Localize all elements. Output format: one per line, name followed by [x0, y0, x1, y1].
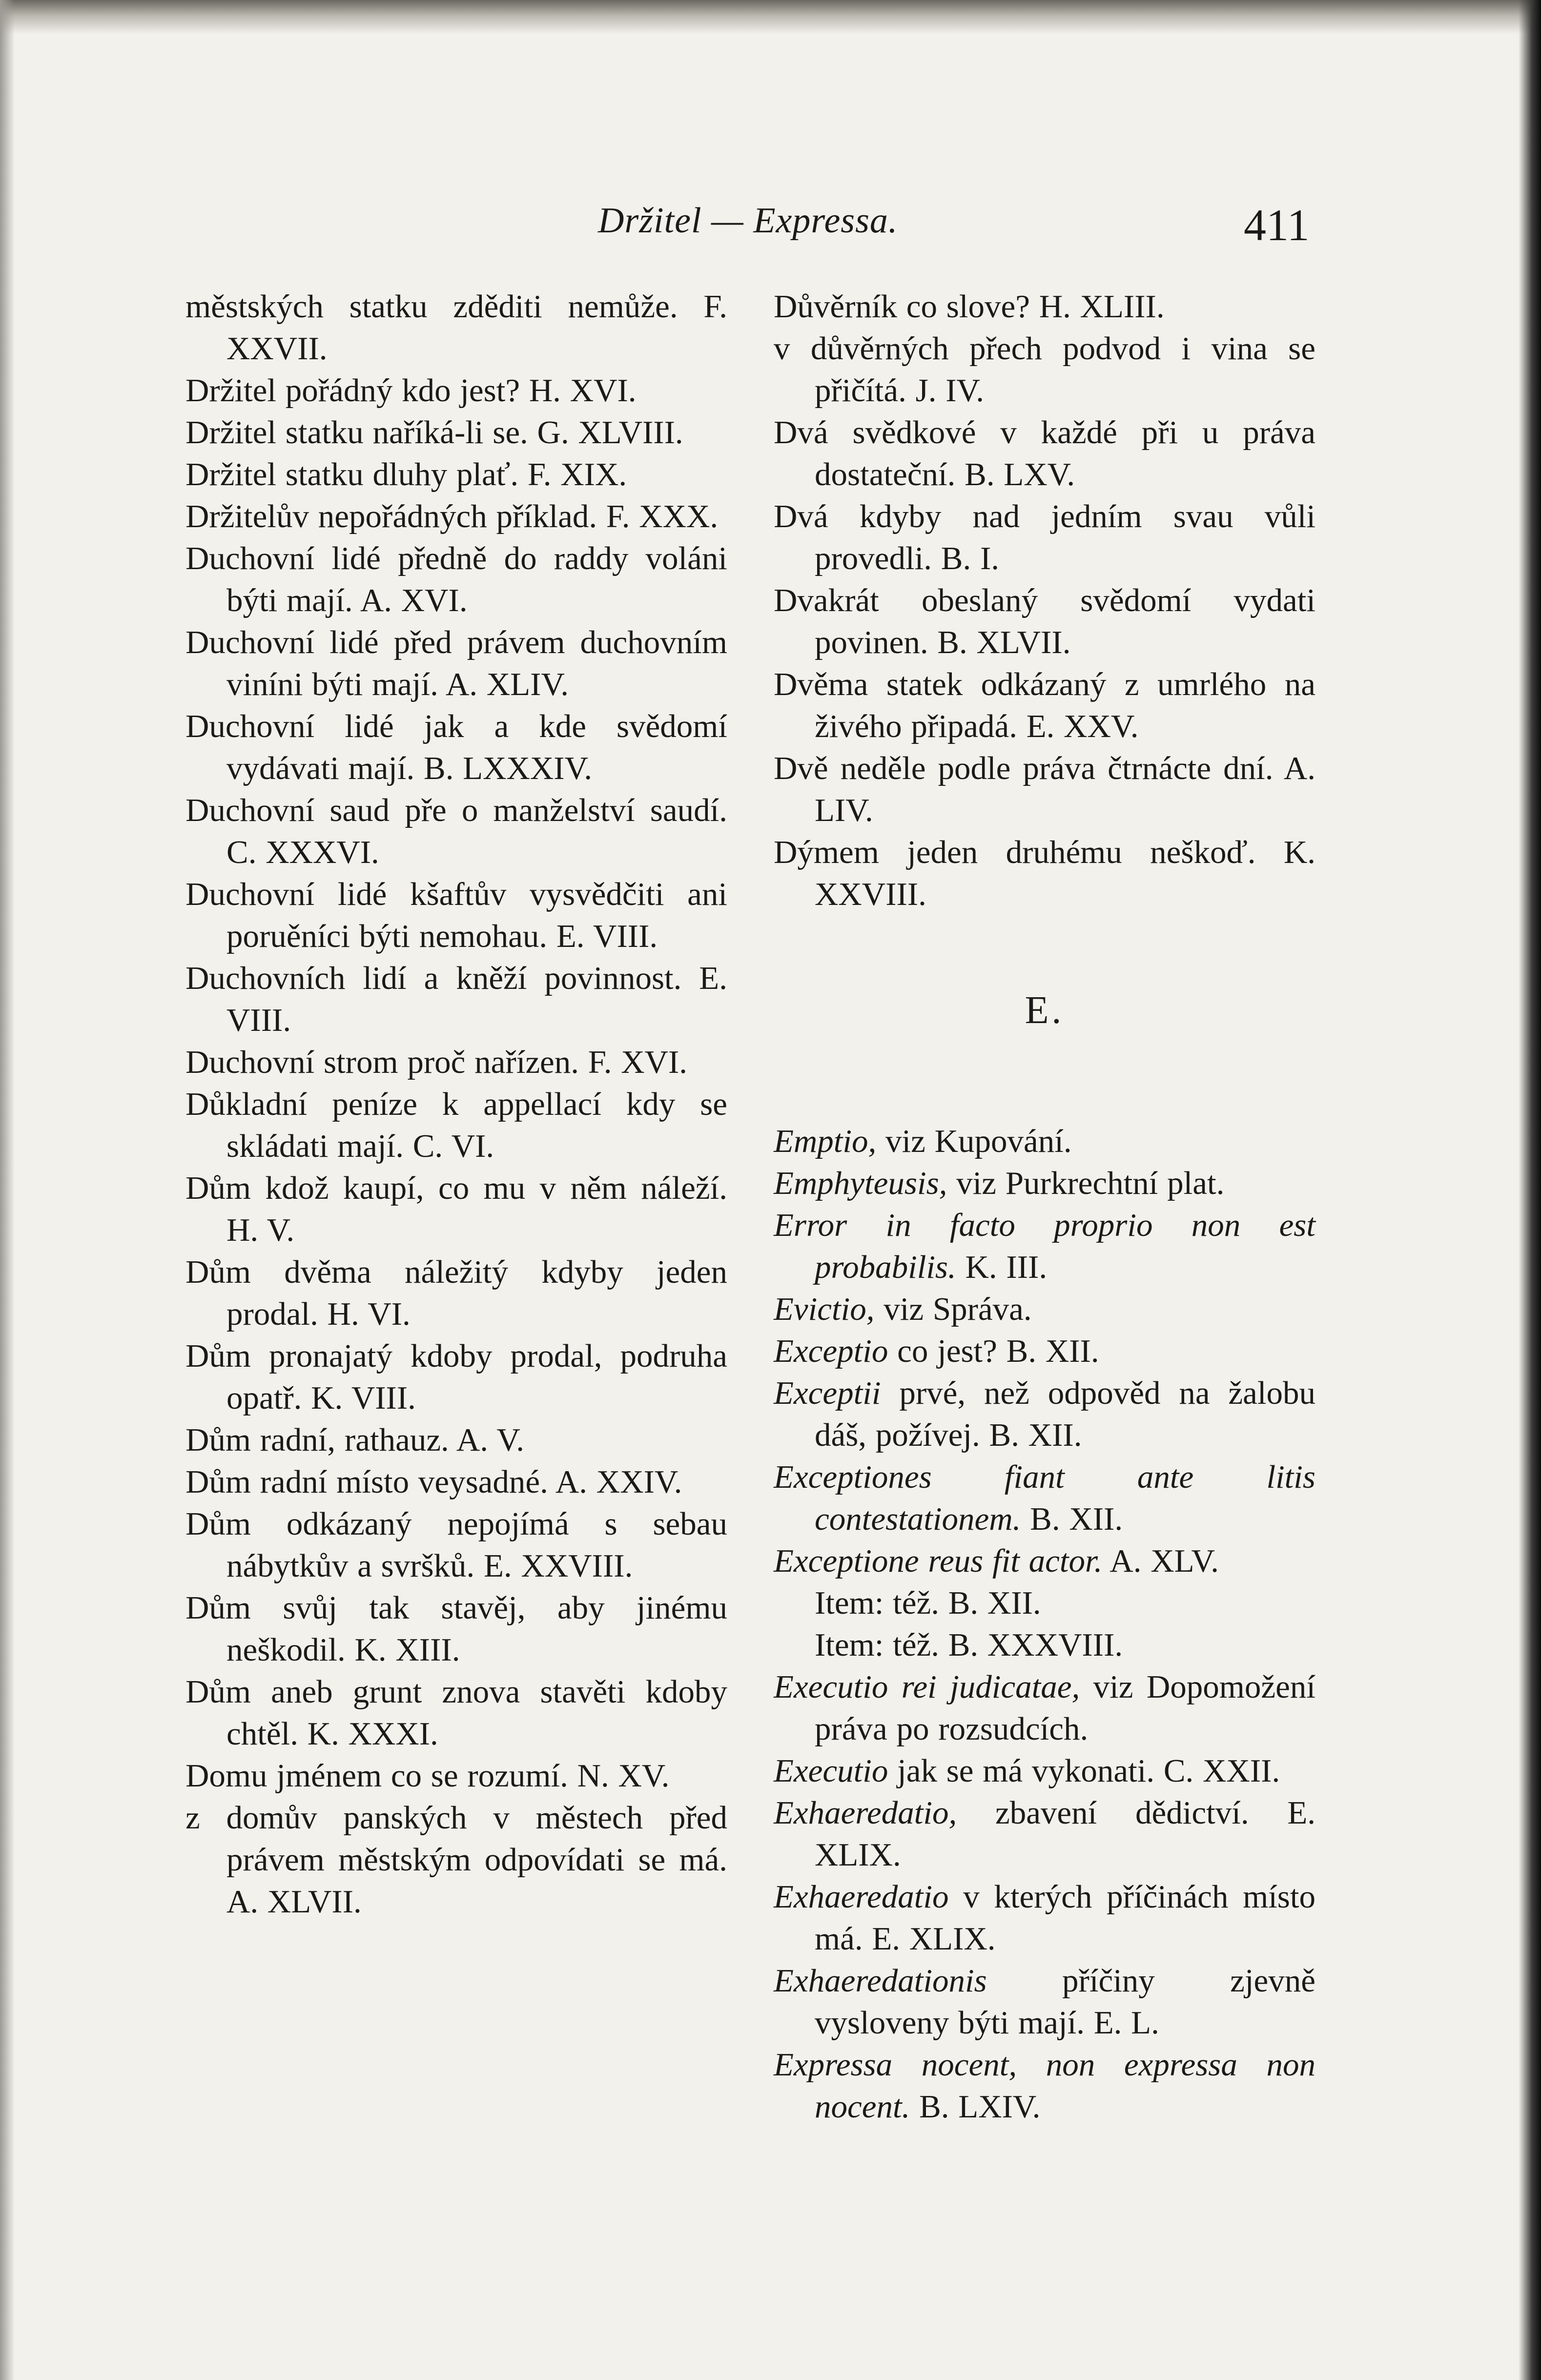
right-column-d-entries [774, 286, 1315, 915]
index-entry [774, 1750, 1315, 1792]
entry-text: v kterých příčinách místo má. E. XLIX. [815, 1879, 1315, 1957]
entry-text: Držitelův nepořádných příklad. F. XXX. [185, 498, 719, 534]
latin-term: Emptio, [774, 1123, 877, 1159]
entry-text: viz Kupování. [876, 1123, 1072, 1159]
latin-term: Error in facto proprio non est probabilis. [774, 1207, 1315, 1285]
index-entry [185, 789, 727, 873]
entry-text: příčiny zjevně vysloveny býti mají. E. L. [815, 1963, 1315, 2041]
index-entry [774, 2044, 1315, 2128]
latin-term: Exceptiones fiant ante litis contestationem. [774, 1459, 1315, 1537]
index-entry [774, 495, 1315, 579]
index-entry [185, 621, 727, 705]
entry-text: Dvá kdyby nad jedním svau vůli provedli. B. I. [774, 498, 1315, 576]
entry-text: Dům radní, rathauz. A. V. [185, 1422, 525, 1458]
section-heading-e: E. [1025, 989, 1065, 1032]
entry-text: městských statku zděditi nemůže. F. XXVII. [185, 288, 727, 367]
index-entry [774, 1330, 1315, 1372]
index-entry [774, 1372, 1315, 1456]
entry-text: K. III. [956, 1249, 1048, 1285]
index-entry [185, 705, 727, 789]
entry-text: jak se má vykonati. C. XXII. [888, 1753, 1280, 1789]
index-entry [185, 495, 727, 537]
entry-text: Item: též. B. XXXVIII. [815, 1627, 1123, 1663]
index-entry [774, 1204, 1315, 1288]
entry-text: Domu jménem co se rozumí. N. XV. [185, 1758, 670, 1794]
index-entry [774, 1624, 1315, 1666]
right-index-column [774, 286, 1315, 2128]
entry-text: B. XII. [1021, 1501, 1123, 1537]
entry-text: Důvěrník co slove? H. XLIII. [774, 288, 1165, 325]
latin-term: Executio [774, 1753, 888, 1789]
index-entry [185, 873, 727, 957]
index-entry [774, 328, 1315, 411]
latin-term: Executio rei judicatae, [774, 1669, 1080, 1705]
index-entry [774, 663, 1315, 747]
latin-term: Evictio, [774, 1291, 875, 1327]
index-entry [774, 1792, 1315, 1876]
index-entry [185, 1083, 727, 1167]
index-entry [774, 411, 1315, 495]
index-entry [774, 1162, 1315, 1204]
index-entry [774, 579, 1315, 663]
index-entry [774, 1876, 1315, 1960]
index-entry [185, 1503, 727, 1587]
index-entry [185, 1251, 727, 1335]
entry-text: Dům pronajatý kdoby prodal, podruha opatř. K. VIII. [185, 1338, 727, 1416]
index-entry [774, 1288, 1315, 1330]
entry-text: Duchovních lidí a kněží povinnost. E. VIII. [185, 960, 727, 1038]
index-entry [185, 1797, 727, 1923]
scan-edge-left [0, 0, 15, 2380]
index-entry [774, 831, 1315, 915]
entry-text: Dvakrát obeslaný svědomí vydati povinen. B. XLVII. [774, 582, 1315, 660]
entry-text: Držitel pořádný kdo jest? H. XVI. [185, 372, 637, 409]
index-entry [185, 1461, 727, 1503]
entry-text: Dům radní místo veysadné. A. XXIV. [185, 1464, 682, 1500]
entry-text: Duchovní lidé před právem duchovním viníni býti mají. A. XLIV. [185, 624, 727, 702]
entry-text: Dům svůj tak stavěj, aby jinému neškodil. K. XIII. [185, 1590, 727, 1668]
left-index-column [185, 286, 727, 1923]
entry-text: Dům kdož kaupí, co mu v něm náleží. H. V. [185, 1170, 727, 1248]
index-entry [185, 1587, 727, 1671]
index-entry [185, 286, 727, 369]
latin-term: Exceptio [774, 1333, 888, 1369]
index-entry [774, 1666, 1315, 1750]
entry-text: Držitel statku dluhy plať. F. XIX. [185, 456, 627, 492]
entry-text: Držitel statku naříká-li se. G. XLVIII. [185, 414, 683, 451]
entry-text: Důkladní peníze k appellací kdy se skládati mají. C. VI. [185, 1086, 727, 1164]
index-entry [185, 1041, 727, 1083]
entry-text: A. XLV. [1102, 1543, 1219, 1579]
entry-text: Dýmem jeden druhému neškoď. K. XXVIII. [774, 834, 1315, 912]
entry-text: Duchovní strom proč nařízen. F. XVI. [185, 1044, 688, 1080]
scan-edge-right [1519, 0, 1541, 2380]
index-entry [774, 286, 1315, 328]
index-entry [774, 747, 1315, 831]
entry-text: Duchovní lidé kšaftův vysvědčiti ani poruěníci býti nemohau. E. VIII. [185, 876, 727, 954]
entry-text: Item: též. B. XII. [815, 1585, 1041, 1621]
latin-term: Expressa nocent, non expressa non nocent. [774, 2047, 1315, 2125]
running-title: Držitel — Expressa. [598, 201, 898, 241]
latin-term: Exceptione reus fit actor. [774, 1543, 1103, 1579]
entry-text: Dům dvěma náležitý kdyby jeden prodal. H. VI. [185, 1254, 727, 1332]
entry-text: Dvá svědkové v každé při u práva dostateční. B. LXV. [774, 414, 1315, 492]
entry-text: z domův panských v městech před právem městským odpovídati se má. A. XLVII. [185, 1800, 727, 1920]
latin-term: Exhaeredatio, [774, 1795, 957, 1831]
index-entry [185, 411, 727, 453]
entry-text: zbavení dědictví. E. XLIX. [815, 1795, 1315, 1873]
latin-term: Exhaeredationis [774, 1963, 987, 1999]
latin-term: Exceptii [774, 1375, 881, 1411]
entry-text: prvé, než odpověd na žalobu dáš, požívej. B. XII. [815, 1375, 1315, 1453]
index-entry [185, 1671, 727, 1755]
index-entry [185, 1167, 727, 1251]
index-entry [185, 1335, 727, 1419]
entry-text: co jest? B. XII. [888, 1333, 1099, 1369]
entry-text: viz Purkrechtní plat. [947, 1165, 1225, 1201]
entry-text: Duchovní lidé jak a kde svědomí vydávati mají. B. LXXXIV. [185, 708, 727, 786]
entry-text: Duchovní saud pře o manželství saudí. C. XXXVI. [185, 792, 727, 870]
entry-text: viz Dopomožení práva po rozsudcích. [815, 1669, 1315, 1747]
index-entry [185, 1755, 727, 1797]
latin-term: Exhaeredatio [774, 1879, 949, 1915]
index-entry [185, 1419, 727, 1461]
index-entry [185, 537, 727, 621]
index-entry [774, 1456, 1315, 1540]
index-entry [774, 1582, 1315, 1624]
entry-text: v důvěrných přech podvod i vina se přičítá. J. IV. [774, 330, 1315, 409]
right-column-e-entries [774, 1120, 1315, 2128]
index-entry [774, 1540, 1315, 1582]
entry-text: Dvě neděle podle práva čtrnácte dní. A. LIV. [774, 750, 1315, 828]
index-entry [185, 453, 727, 495]
entry-text: Dům odkázaný nepojímá s sebau nábytkův a svršků. E. XXVIII. [185, 1506, 727, 1584]
entry-text: Dům aneb grunt znova stavěti kdoby chtěl. K. XXXI. [185, 1674, 727, 1752]
entry-text: B. LXIV. [910, 2089, 1041, 2125]
page-number: 411 [1244, 200, 1310, 250]
entry-text: Dvěma statek odkázaný z umrlého na živého připadá. E. XXV. [774, 666, 1315, 744]
entry-text: Duchovní lidé předně do raddy voláni býti mají. A. XVI. [185, 540, 727, 618]
index-entry [185, 957, 727, 1041]
entry-text: viz Správa. [874, 1291, 1032, 1327]
index-entry [774, 1960, 1315, 2044]
index-entry [185, 369, 727, 411]
latin-term: Emphyteusis, [774, 1165, 947, 1201]
index-entry [774, 1120, 1315, 1162]
page-header [0, 0, 1541, 293]
